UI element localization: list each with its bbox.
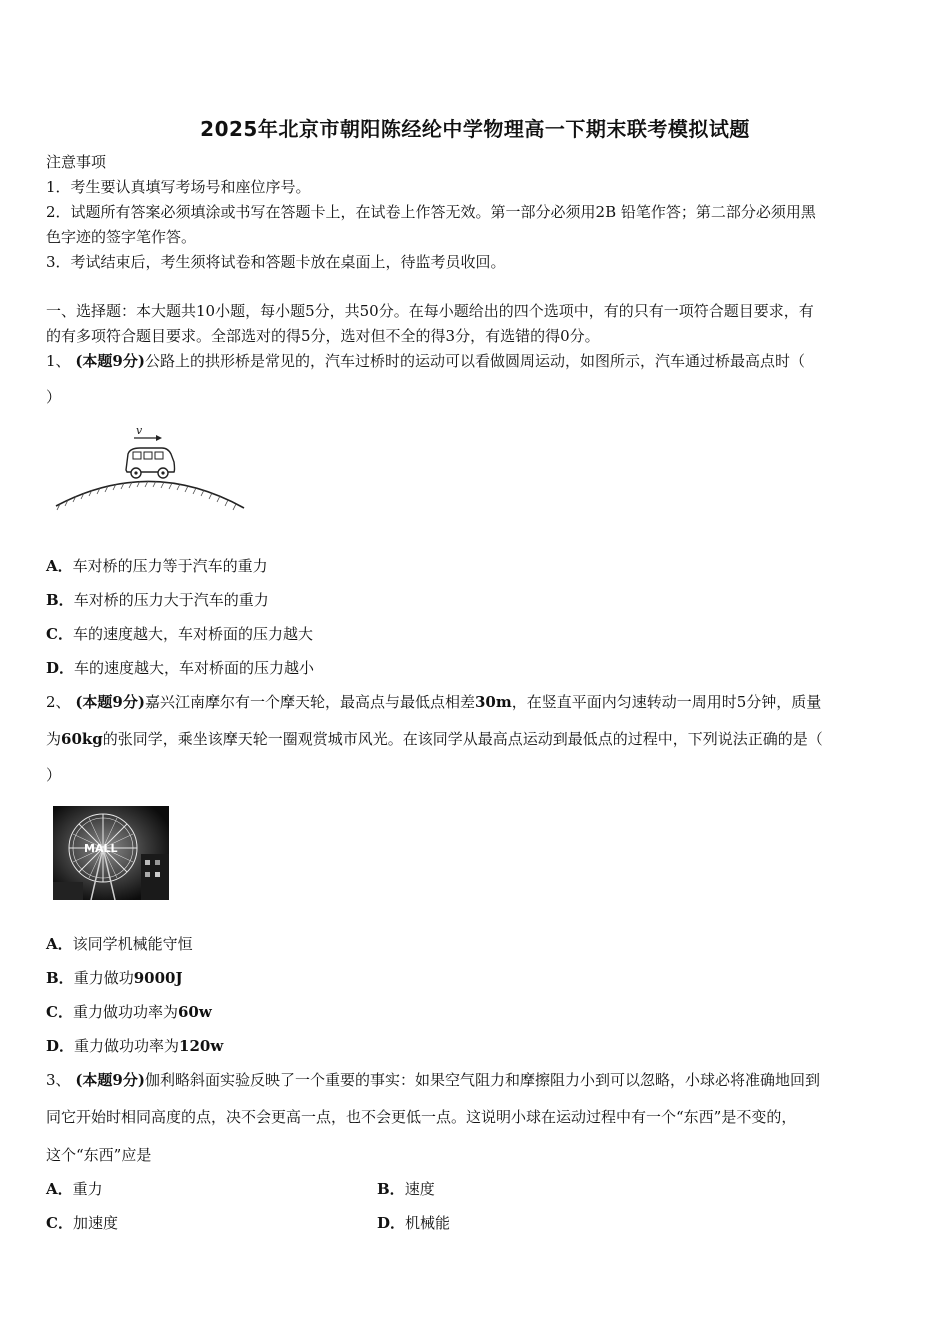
q1-option-c-text: 车的速度越大，车对桥面的压力越大: [72, 625, 313, 643]
q2-option-d-text: 重力做功功率为: [74, 1037, 180, 1055]
notice-item-1: 1．考生要认真填写考场号和座位序号。: [46, 178, 311, 196]
q2-score-tag: (本题9分): [75, 693, 145, 711]
q3-option-d-key: D．: [377, 1214, 406, 1232]
q2-height-value: 30m: [474, 693, 512, 711]
q2-option-b-text: 重力做功: [73, 969, 134, 987]
q2-option-b-value: 9000J: [133, 969, 183, 987]
q1-option-a-key: A．: [46, 557, 73, 575]
q3-option-b-text: 速度: [404, 1180, 435, 1198]
q3-stem-line2: 同它开始时相同高度的点，决不会更高一点，也不会更低一点。这说明小球在运动过程中有一个“东西”是不变的，: [46, 1108, 797, 1126]
q3-stem-text-1: 伽利略斜面实验反映了一个重要的事实：如果空气阻力和摩擦阻力小到可以忽略，小球必将准确地回到: [144, 1071, 820, 1089]
q2-stem-text-3: 为: [46, 730, 62, 748]
q1-option-a: [46, 556, 268, 576]
q3-option-d: [377, 1213, 450, 1233]
q1-option-c-key: C．: [46, 625, 73, 643]
q2-stem-text-2: ，在竖直平面内匀速转动一周用时5分钟，质量: [511, 693, 822, 711]
q1-option-d-text: 车的速度越大，车对桥面的压力越小: [74, 659, 315, 677]
q2-option-c: [46, 1002, 212, 1022]
q2-stem-text-4: 的张同学，乘坐该摩天轮一圈观赏城市风光。在该同学从最高点运动到最低点的过程中，下列说法正确的是（: [102, 730, 823, 748]
q3-option-a-key: A．: [46, 1180, 73, 1198]
q2-option-d-key: D．: [46, 1037, 75, 1055]
q2-stem-text-1: 嘉兴江南摩尔有一个摩天轮，最高点与最低点相差: [144, 693, 475, 711]
q2-option-a-text: 该同学机械能守恒: [72, 935, 193, 953]
notice-heading: 注意事项: [46, 153, 107, 171]
q2-option-b-key: B．: [46, 969, 74, 987]
section-instructions-line1: 一、选择题：本大题共10小题，每小题5分，共50分。在每小题给出的四个选项中，有的只有一项符合题目要求，有: [46, 302, 814, 320]
q2-ferris-wheel-photo: [53, 806, 169, 900]
q3-option-d-text: 机械能: [405, 1214, 451, 1232]
section-instructions-line2: 的有多项符合题目要求。全部选对的得5分，选对但不全的得3分，有选错的得0分。: [46, 327, 600, 345]
q2-option-d: [46, 1036, 223, 1056]
notice-item-2: 2．试题所有答案必须填涂或书写在答题卡上，在试卷上作答无效。第一部分必须用2B 铅笔作答；第二部分必须用黑: [46, 203, 816, 221]
q1-number: 1、: [46, 352, 71, 370]
q3-option-c-key: C．: [46, 1214, 73, 1232]
velocity-label: v: [136, 424, 143, 437]
photo-sign-text: MALL: [84, 842, 118, 855]
q2-option-a-key: A．: [46, 935, 73, 953]
q3-option-b: [377, 1179, 435, 1199]
q1-option-b: [46, 590, 269, 610]
q3-option-c-text: 加速度: [72, 1214, 118, 1232]
q3-option-a: [46, 1179, 103, 1199]
q1-option-a-text: 车对桥的压力等于汽车的重力: [72, 557, 268, 575]
q2-stem-end: ）: [46, 766, 62, 784]
q1-option-b-key: B．: [46, 591, 74, 609]
q1-stem-end: ）: [46, 388, 62, 406]
q2-option-d-value: 120w: [179, 1037, 224, 1055]
q2-stem-line1: [46, 692, 821, 712]
q1-option-b-text: 车对桥的压力大于汽车的重力: [73, 591, 269, 609]
q2-option-c-value: 60w: [177, 1003, 212, 1021]
notice-item-2-cont: 色字迹的签字笔作答。: [46, 228, 197, 246]
q2-option-a: [46, 934, 193, 954]
q1-option-c: [46, 624, 313, 644]
q1-bridge-figure: [50, 418, 250, 518]
q3-stem-line1: [46, 1070, 820, 1090]
q1-stem-text: 公路上的拱形桥是常见的，汽车过桥时的运动可以看做圆周运动，如图所示，汽车通过桥最高点时（: [144, 352, 805, 370]
q2-number: 2、: [46, 693, 71, 711]
q2-mass-value: 60kg: [61, 730, 103, 748]
page-title: 2025年北京市朝阳陈经纶中学物理高一下期末联考模拟试题: [200, 117, 750, 141]
q2-option-c-key: C．: [46, 1003, 73, 1021]
car-icon: [126, 448, 175, 478]
q3-number: 3、: [46, 1071, 71, 1089]
q2-option-c-text: 重力做功功率为: [72, 1003, 178, 1021]
q1-stem: [46, 351, 805, 371]
q1-option-d: [46, 658, 314, 678]
q3-option-a-text: 重力: [72, 1180, 103, 1198]
q3-option-c: [46, 1213, 118, 1233]
q2-option-b: [46, 968, 183, 988]
q3-option-b-key: B．: [377, 1180, 405, 1198]
notice-item-3: 3．考试结束后，考生须将试卷和答题卡放在桌面上，待监考员收回。: [46, 253, 506, 271]
q1-option-d-key: D．: [46, 659, 75, 677]
q3-stem-line3: 这个“东西”应是: [46, 1146, 152, 1164]
q3-score-tag: (本题9分): [75, 1071, 145, 1089]
q1-score-tag: (本题9分): [75, 352, 145, 370]
q2-stem-line2: [46, 729, 823, 749]
